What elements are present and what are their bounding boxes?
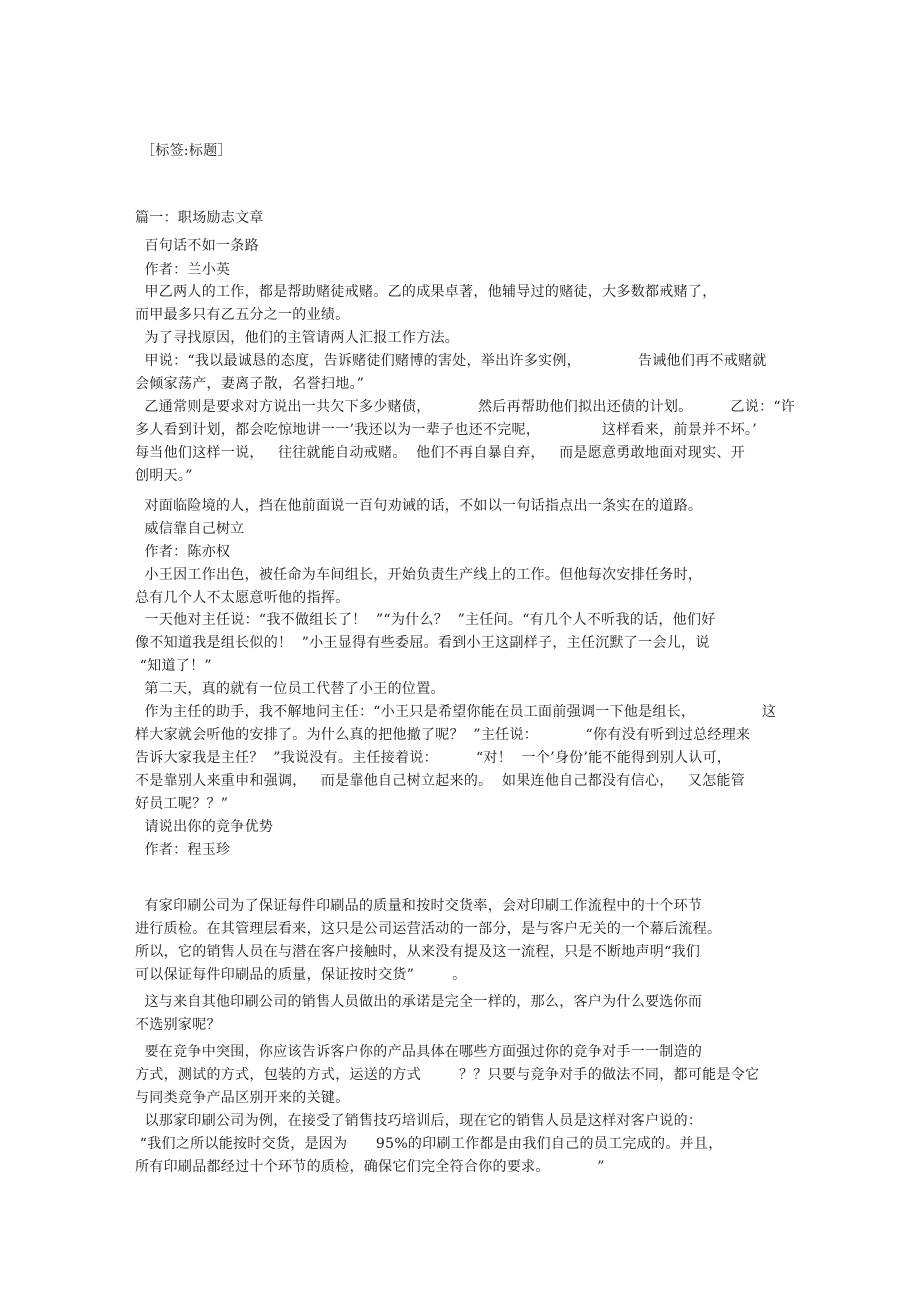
text-line: 请说出你的竞争优势 [135, 819, 274, 835]
text-line: 作者：兰小英 [135, 262, 231, 278]
text-line: 与同类竞争产品区别开来的关键。 [135, 1090, 350, 1106]
text-line: 会倾家荡产，妻离子散，名誉扫地。” [135, 376, 365, 392]
text-line: 不是靠别人来重申和强调， 而是靠他自己树立起来的。 如果连他自己都没有信心， 又怎能管 [135, 773, 745, 789]
tag-placeholder: ［标签:标题］ [141, 143, 232, 159]
text-line: 百句话不如一条路 [135, 238, 259, 254]
text-line: 每当他们这样一说， 往往就能自动戒赌。 他们不再自暴自弃， 而是愿意勇敢地面对现实、开 [135, 445, 745, 461]
text-line: 所有印刷品都经过十个环节的质检，确保它们完全符合你的要求。 ” [135, 1159, 605, 1175]
text-line: 不选别家呢？ [135, 1017, 221, 1033]
text-line: 方式，测试的方式，包装的方式，运送的方式 ？？只要与竞争对手的做法不同，都可能是令它 [135, 1067, 760, 1083]
text-line: 总有几个人不太愿意听他的指挥。 [135, 590, 350, 606]
text-line: 小王因工作出色，被任命为车间组长，开始负责生产线上的工作。但他每次安排任务时， [135, 567, 703, 583]
text-line: 要在竞争中突围，你应该告诉客户你的产品具体在哪些方面强过你的竞争对手一一制造的 [135, 1044, 703, 1060]
text-line: 篇一：职场励志文章 [135, 210, 264, 226]
text-line: 这与来自其他印刷公司的销售人员做出的承诺是完全一样的，那么，客户为什么要选你而 [135, 994, 703, 1010]
text-line: 好员工呢？？” [135, 796, 229, 812]
text-line: 一天他对主任说：“我不做组长了！ ”“为什么？ ”主任问。“有几个人不听我的话，他们好 [135, 612, 716, 628]
text-line: 以那家印刷公司为例，在接受了销售技巧培训后，现在它的销售人员是这样对客户说的： [135, 1113, 703, 1129]
text-line: 所以，它的销售人员在与潜在客户接触时，从来没有提及这一流程，只是不断地声明“我们 [135, 944, 701, 960]
text-line: 第二天，真的就有一位员工代替了小王的位置。 [135, 681, 445, 697]
text-line: 对面临险境的人，挡在他前面说一百句劝诫的话，不如以一句话指点出一条实在的道路。 [135, 498, 703, 514]
text-line: 作为主任的助手，我不解地问主任：“小王只是希望你能在员工面前强调一下他是组长， 这 [135, 704, 777, 720]
text-line: 创明天。” [135, 468, 193, 484]
text-line: 可以保证每件印刷品的质量，保证按时交货” 。 [135, 967, 467, 983]
text-line: 而甲最多只有乙五分之一的业绩。 [135, 307, 350, 323]
text-line: 作者：程玉珍 [135, 842, 231, 858]
text-line: “我们之所以能按时交货，是因为 95%的印刷工作都是由我们自己的员工完成的。并且， [135, 1136, 723, 1152]
text-line: 乙通常则是要求对方说出一共欠下多少赌债， 然后再帮助他们拟出还债的计划。 乙说：“许 [135, 399, 796, 415]
text-line: 样大家就会听他的安排了。为什么真的把他撤了呢？ ”主任说： “你有没有听到过总经理来 [135, 727, 751, 743]
text-line: 威信靠自己树立 [135, 521, 245, 537]
text-line: 进行质检。在其管理层看来，这只是公司运营活动的一部分，是与客户无关的一个幕后流程。 [135, 921, 722, 937]
text-line: 为了寻找原因，他们的主管请两人汇报工作方法。 [135, 330, 460, 346]
text-line: 甲乙两人的工作，都是帮助赌徒戒赌。乙的成果卓著，他辅导过的赌徒，大多数都戒赌了， [135, 284, 717, 300]
text-line: 甲说：“我以最诚恳的态度，告诉赌徒们赌博的害处，举出许多实例， 告诫他们再不戒赌就 [135, 353, 767, 369]
text-line: 作者：陈亦权 [135, 544, 231, 560]
text-line: 告诉大家我是主任？ ”我说没有。主任接着说： “对！ 一个’身份’能不能得到别人认可， [135, 750, 732, 766]
text-line: 多人看到计划，都会吃惊地讲一一’我还以为一辈子也还不完呢， 这样看来，前景并不坏。’ [135, 422, 757, 438]
text-line: “知道了！” [135, 658, 212, 674]
text-line: 像不知道我是组长似的！ ”小王显得有些委屈。看到小王这副样子，主任沉默了一会儿，说 [135, 635, 710, 651]
text-line: 有家印刷公司为了保证每件印刷品的质量和按时交货率，会对印刷工作流程中的十个环节 [135, 898, 703, 914]
